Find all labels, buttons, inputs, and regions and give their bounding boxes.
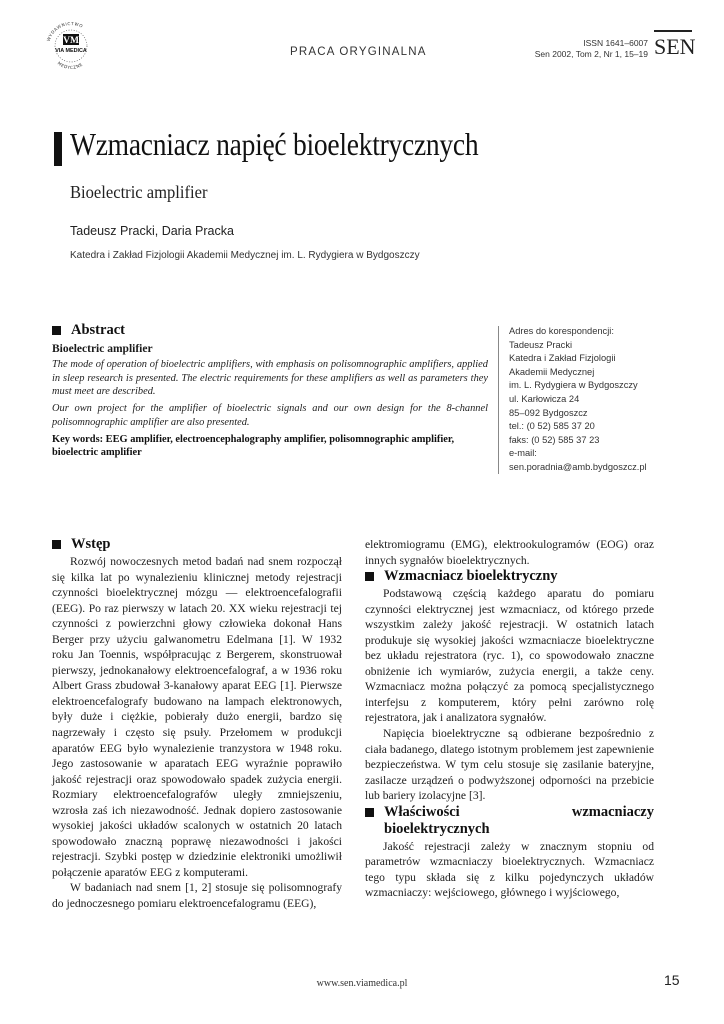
svg-text:WYDAWNICTWO: WYDAWNICTWO (45, 20, 85, 42)
journal-abbreviation: SEN (654, 34, 696, 59)
footer-url[interactable]: www.sen.viamedica.pl (316, 978, 408, 989)
square-bullet-icon (52, 326, 61, 335)
abstract-heading-text: Abstract (71, 322, 125, 338)
correspondence-line: Katedra i Zakład Fizjologii (509, 353, 616, 364)
body-paragraph: Jakość rejestracji zależy w znacznym stopniu od parametrów wzmacniaczy bioelektrycznych. Wzmacniacz tego typu składa się z kilku pojedynczych układów wzmacniaczy: wejściowego, głównego i wyjściowego, (365, 839, 654, 900)
section-heading-intro (52, 536, 342, 553)
article-subtitle: Bioelectric amplifier (70, 182, 208, 202)
square-bullet-icon (52, 540, 61, 549)
abstract-subheading: Bioelectric amplifier (52, 343, 153, 355)
correspondence-box (509, 325, 689, 475)
correspondence-email-label: e-mail: (509, 448, 537, 459)
correspondence-line: Tadeusz Pracki (509, 339, 573, 350)
section-heading-amplifier (365, 568, 654, 585)
svg-text:VM: VM (63, 36, 79, 46)
abstract-paragraph-1: The mode of operation of bioelectric amplifiers, with emphasis on polisomnographic amplifiers, applied in sleep research is presented. The electric requirements for these amplifiers as well as parameters they must meet are described. (52, 359, 488, 398)
body-column-left (52, 536, 342, 912)
abstract-paragraph-2: Our own project for the amplifier of bioelectric signals and our own design for the 8-channel polisomnographic amplifier are also presented. (52, 403, 488, 428)
issue-info: Sen 2002, Tom 2, Nr 1, 15–19 (534, 49, 648, 59)
square-bullet-icon (365, 808, 374, 817)
correspondence-line: Adres do korespondencji: (509, 326, 614, 336)
correspondence-line: Akademii Medycznej (509, 366, 595, 377)
correspondence-line: 85–092 Bydgoszcz (509, 407, 588, 418)
body-paragraph: W badaniach nad snem [1, 2] stosuje się polisomnografy do jednoczesnego pomiaru elektroencefalogramu (EEG), (52, 881, 342, 911)
correspondence-divider (498, 326, 499, 474)
affiliation: Katedra i Zakład Fizjologii Akademii Medycznej im. L. Rydygiera w Bydgoszczy (70, 250, 420, 261)
body-paragraph: Podstawową częścią każdego aparatu do pomiaru czynności elektrycznej jest wzmacniacz, od którego przede wszystkim zależy jakość rejestracji. W ostatnich latach produkuje się wysokiej jakości wzmacniacze bioelektryczne bez układu rejestratora (ryc. 1), co spowodowało znaczne obniżenie ich wymiarów, zużycia energii, a także ceny. Wzmacniacz można połączyć za pomocą specjalistycznego interfejsu z komputerem, który pełni zarówno rolę rejestratora, jak i analizatora sygnałów. (365, 587, 654, 725)
section-heading-text: Wzmacniacz bioelektryczny (384, 568, 558, 585)
publisher-logo (40, 20, 102, 70)
section-heading-properties (365, 804, 654, 838)
correspondence-line: ul. Karłowicza 24 (509, 393, 580, 404)
body-paragraph: Rozwój nowoczesnych metod badań nad snem rozpoczął się kilka lat po wynalezieniu klinicznej metody rejestracji czynności bioelektrycznej mózgu — elektroencefalografii (EEG). Po raz pierwszy w latach 20. XX wieku rejestracji tej czynności z powierzchni głowy człowieka dokonał Hans Berger przy użyciu galwanometru Edelmana [1]. W 1932 roku Jan Toennis, współpracując z Bergerem, skonstruował pierwszy, jednokanałowy elektroencefalograf, a w 1936 roku Albert Grass zbudował 3-kanałowy aparat EEG [1]. Pierwsze elektroencefalografy budowano na lampach elektronowych, były duże i ciężkie, pobierały dużo energii, bardzo się nagrzewały i często się psuły. Przełomem w produkcji aparatów EEG było wynalezienie tranzystora w 1948 roku. Jego zastosowanie w aparatach EEG wyraźnie poprawiło jakość rejestracji oraz spowodowało spadek zużycia energii. Rozmiary elektroencefalografów uległy zmniejszeniu, wzrosła zaś ich niezawodność. Jednak dopiero zastosowanie wysokiej jakości układów scalonych w ostatnich 20 latach spowodowało znaczną poprawę niezawodności i jakości rejestracji. Szybki postęp w dziedzinie elektroniki umożliwił połączenie aparatów EEG z komputerami. (52, 555, 342, 879)
correspondence-line: im. L. Rydygiera w Bydgoszczy (509, 380, 638, 391)
body-paragraph: Napięcia bioelektryczne są odbierane bezpośrednio z ciała badanego, dlatego istotnym problemem jest zapewnienie bezpieczeństwa. W tym celu stosuje się zasilanie bateryjne, zasilacze urządzeń o podwyższonej odporności na przebicie lub bariery izolacyjne [3]. (365, 727, 654, 803)
issn-block (535, 38, 648, 60)
authors: Tadeusz Pracki, Daria Pracka (70, 224, 234, 238)
svg-text:VIA MEDICA: VIA MEDICA (55, 48, 87, 54)
body-paragraph: elektromiogramu (EMG), elektrookulogramów (EOG) oraz innych sygnałów bioelektrycznych. (365, 538, 654, 567)
section-heading-text: Wstęp (71, 536, 111, 552)
running-head: PRACA ORYGINALNA (290, 46, 427, 58)
section-heading-text: Właściwości wzmacniaczy bioelektrycznych (384, 803, 654, 837)
keywords: Key words: EEG amplifier, electroencephalography amplifier, polisomnographic amplifier, bioelectric amplifier (52, 433, 455, 459)
issn: ISSN 1641–6007 (583, 38, 648, 48)
via-medica-logo-icon (40, 20, 102, 70)
title-bar-decoration (54, 132, 62, 166)
svg-text:MEDYCZNE: MEDYCZNE (56, 60, 84, 70)
header-rule (654, 30, 692, 32)
correspondence-email[interactable]: sen.poradnia@amb.bydgoszcz.pl (509, 461, 647, 472)
page-number: 15 (664, 972, 680, 988)
abstract-heading (52, 322, 488, 339)
correspondence-fax: faks: (0 52) 585 37 23 (509, 434, 600, 445)
square-bullet-icon (365, 572, 374, 581)
abstract-section (52, 322, 488, 460)
article-title: Wzmacniacz napięć bioelektrycznych (70, 126, 479, 162)
correspondence-phone: tel.: (0 52) 585 37 20 (509, 421, 595, 432)
body-column-right (365, 537, 654, 901)
